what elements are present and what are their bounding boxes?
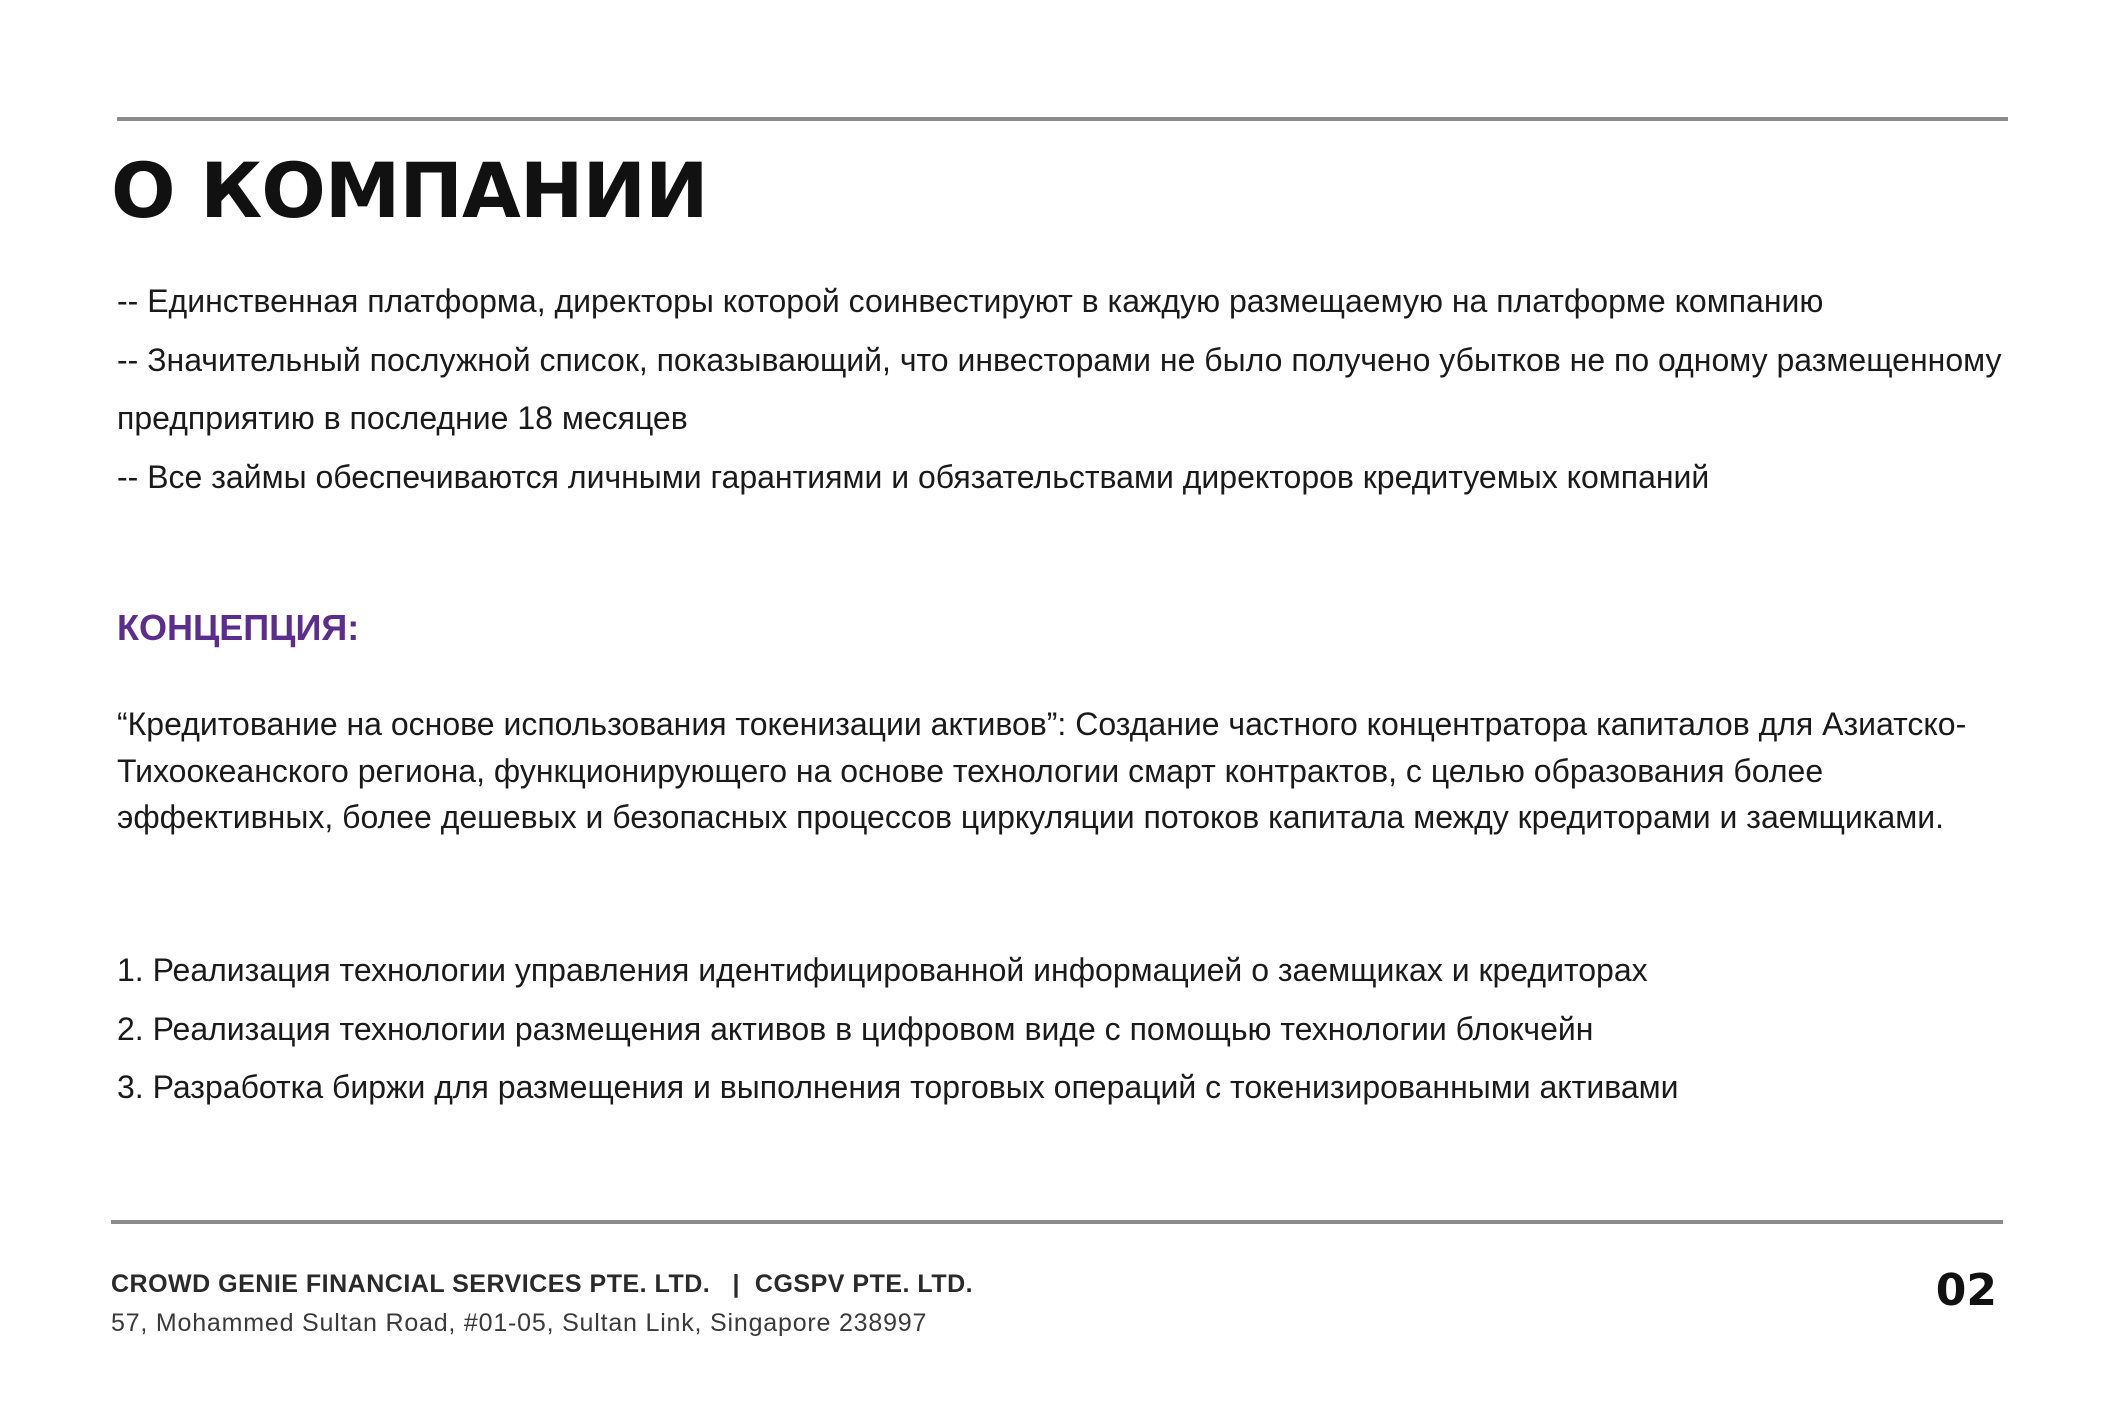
about-point: -- Все займы обеспечиваются личными гарантиями и обязательствами директоров кредитуемых компаний <box>117 458 1710 495</box>
top-divider <box>117 117 2008 121</box>
about-point: -- Единственная платформа, директоры которой соинвестируют в каждую размещаемую на платформе компанию <box>117 283 1824 319</box>
page-number: 02 <box>1935 1265 1997 1316</box>
about-points-list <box>117 272 2007 506</box>
about-point: -- Значительный послужной список, показывающий, что инвесторами не было получено убытков не по одному размещенному предприятию в последние 18 месяцев <box>117 341 2002 436</box>
footer-company-names: CROWD GENIE FINANCIAL SERVICES PTE. LTD. | CGSPV PTE. LTD. <box>111 1270 974 1298</box>
footer-address: 57, Mohammed Sultan Road, #01-05, Sultan Link, Singapore 238997 <box>111 1309 928 1337</box>
concept-heading: КОНЦЕПЦИЯ: <box>117 607 360 648</box>
concept-steps-list <box>117 941 1997 1117</box>
concept-step: 2. Реализация технологии размещения активов в цифровом виде с помощью технологии блокчейн <box>117 1010 1594 1047</box>
concept-paragraph: “Кредитование на основе использования токенизации активов”: Создание частного концентратора капиталов для Азиатско-Тихоокеанского региона, функционирующего на основе технологии смарт контрактов, с целью образования более эффективных, более дешевых и безопасных процессов циркуляции потоков капитала между кредиторами и заемщиками. <box>117 706 1967 835</box>
concept-step: 3. Разработка биржи для размещения и выполнения торговых операций с токенизированными активами <box>117 1069 1679 1105</box>
page-title: О КОМПАНИИ <box>111 146 708 235</box>
bottom-divider <box>111 1220 2003 1224</box>
concept-step: 1. Реализация технологии управления идентифицированной информацией о заемщиках и кредиторах <box>117 952 1648 988</box>
